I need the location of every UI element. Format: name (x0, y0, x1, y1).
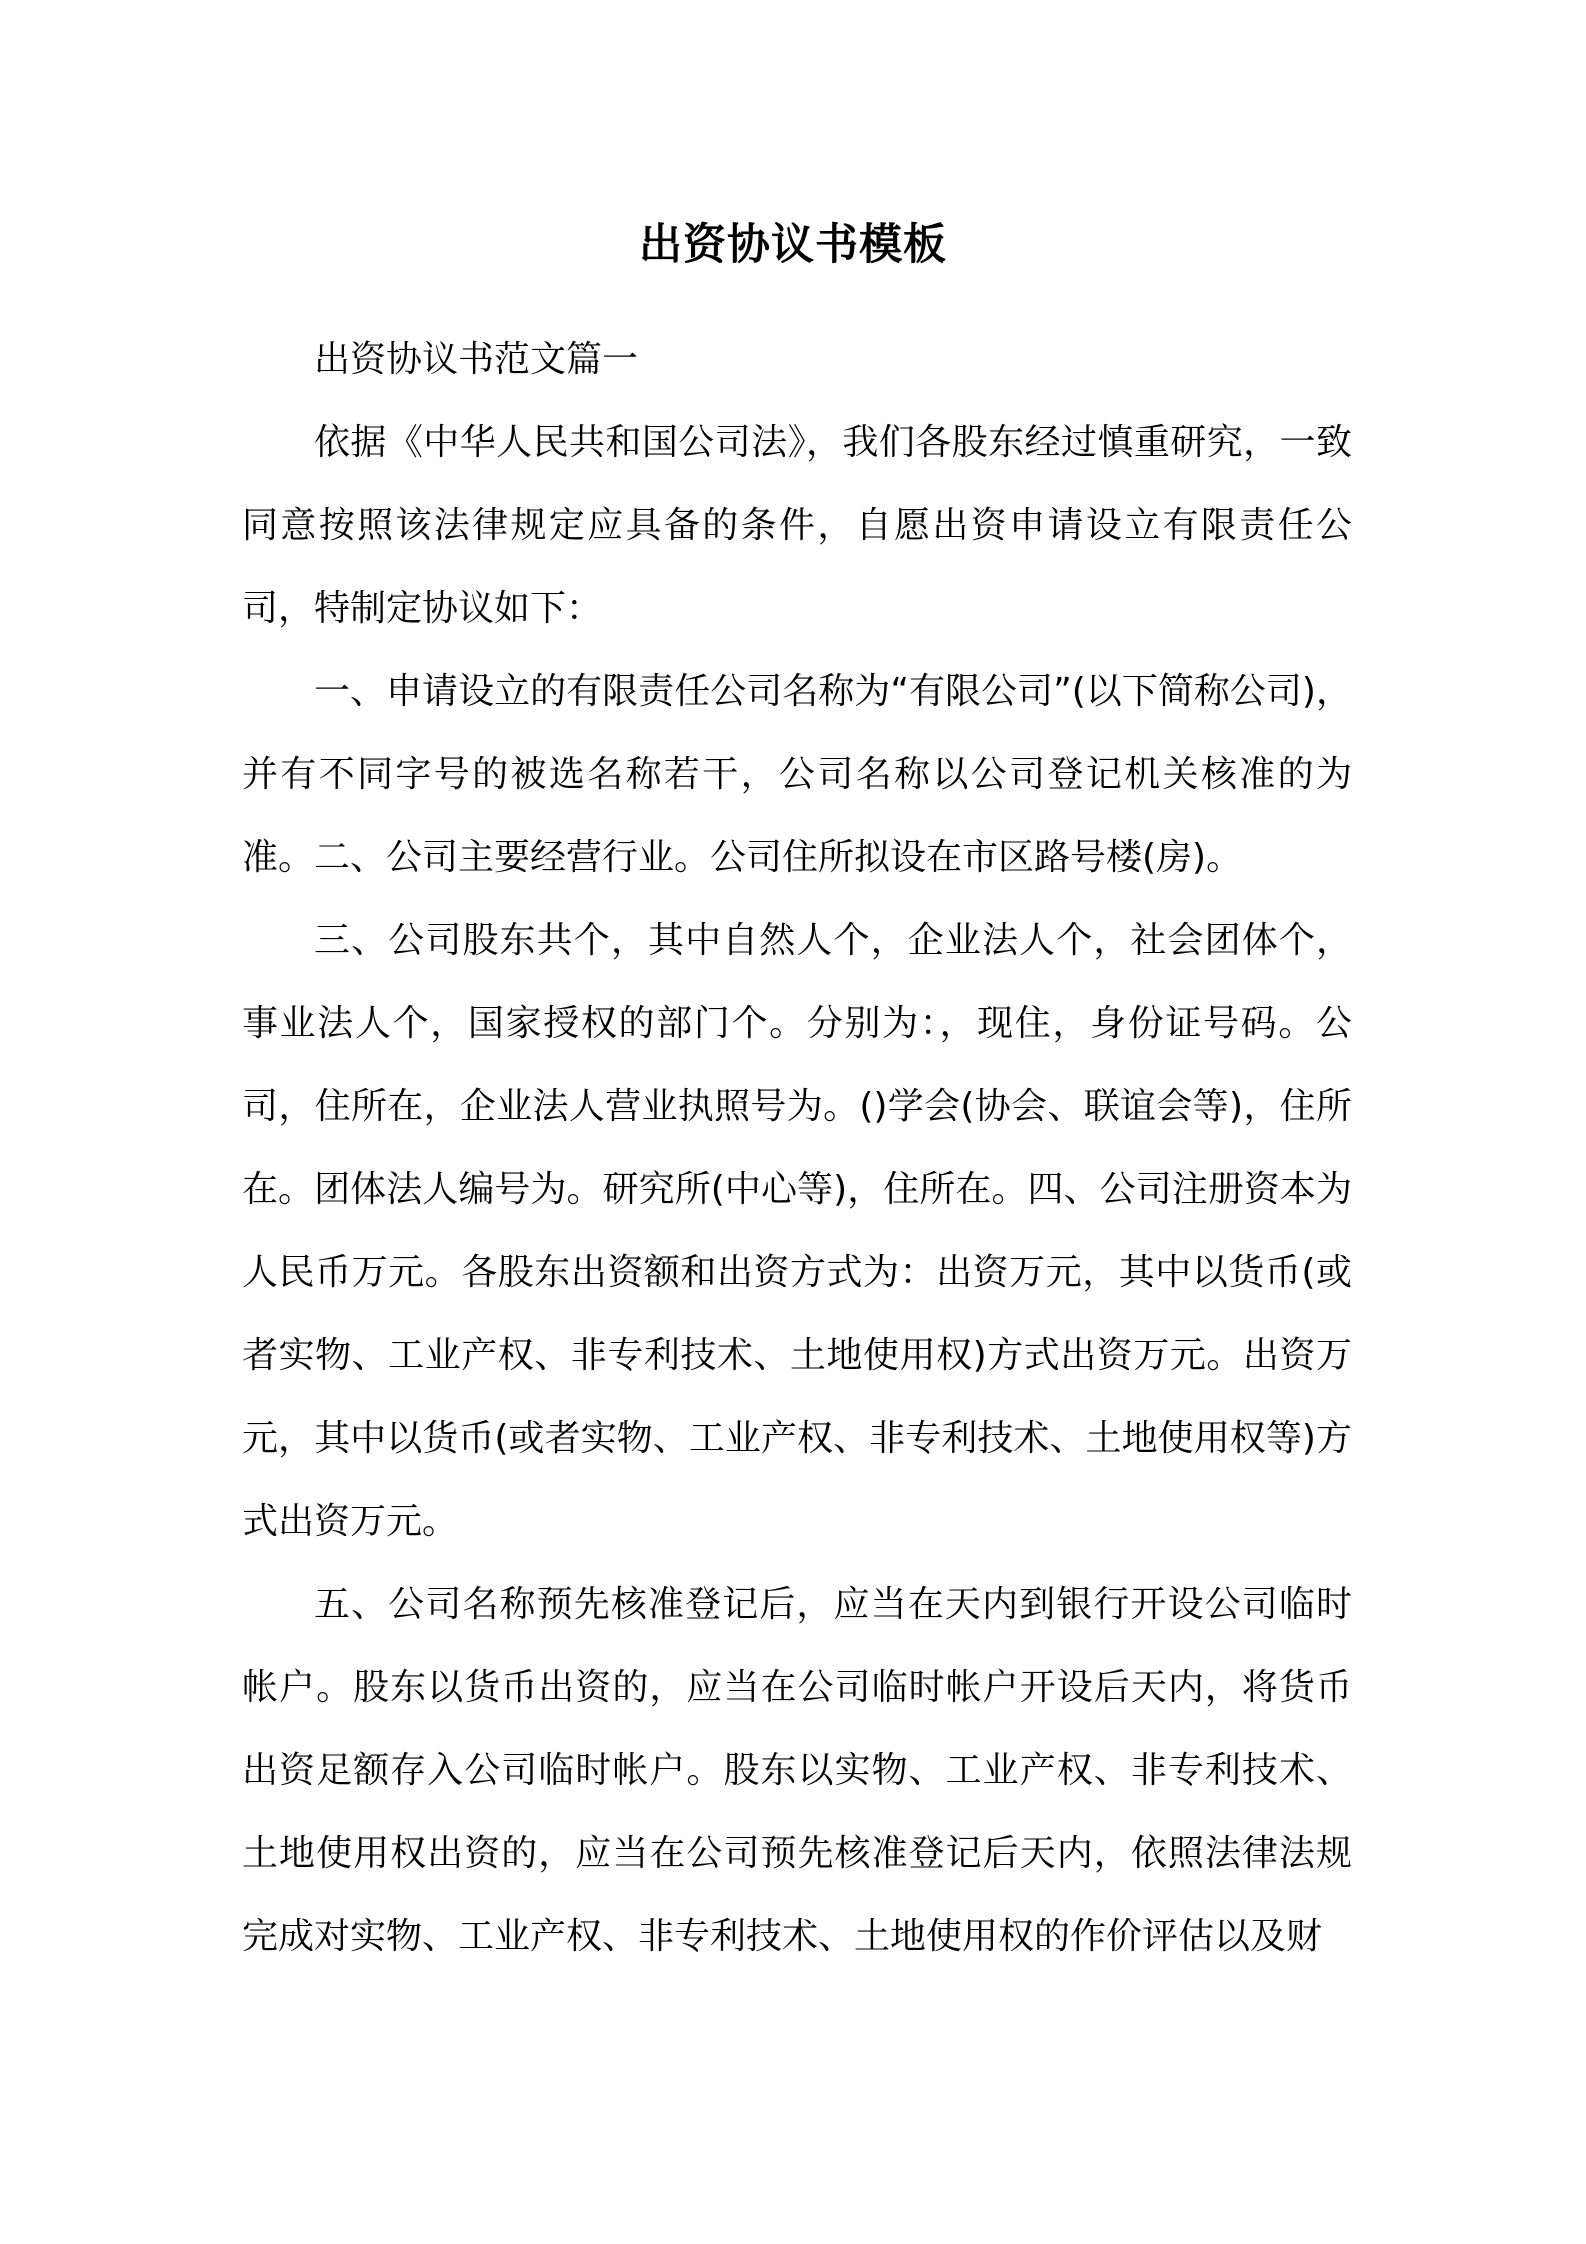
paragraph-intro: 依据《中华人民共和国公司法》，我们各股东经过慎重研究，一致同意按照该法律规定应具备的条件，自愿出资申请设立有限责任公司，特制定协议如下： (242, 422, 1352, 629)
document-body (242, 318, 1352, 1978)
paragraph-clause-1-2: 一、申请设立的有限责任公司名称为“有限公司”(以下简称公司)，并有不同字号的被选名称若干，公司名称以公司登记机关核准的为准。二、公司主要经营行业。公司住所拟设在市区路号楼(房)。 (242, 671, 1352, 878)
section-heading: 出资协议书范文篇一 (314, 339, 639, 380)
paragraph-clause-3-4: 三、公司股东共个，其中自然人个，企业法人个，社会团体个，事业法人个，国家授权的部门个。分别为：，现住，身份证号码。公司，住所在，企业法人营业执照号为。()学会(协会、联谊会等)，住所在。团体法人编号为。研究所(中心等)，住所在。四、公司注册资本为人民币万元。各股东出资额和出资方式为：出资万元，其中以货币(或者实物、工业产权、非专利技术、土地使用权)方式出资万元。出资万元，其中以货币(或者实物、工业产权、非专利技术、土地使用权等)方式出资万元。 (242, 920, 1352, 1542)
document-title: 出资协议书模板 (639, 220, 947, 270)
paragraph-clause-5: 五、公司名称预先核准登记后，应当在天内到银行开设公司临时帐户。股东以货币出资的，应当在公司临时帐户开设后天内，将货币出资足额存入公司临时帐户。股东以实物、工业产权、非专利技术、土地使用权出资的，应当在公司预先核准登记后天内，依照法律法规完成对实物、工业产权、非专利技术、土地使用权的作价评估以及财 (242, 1584, 1352, 1957)
